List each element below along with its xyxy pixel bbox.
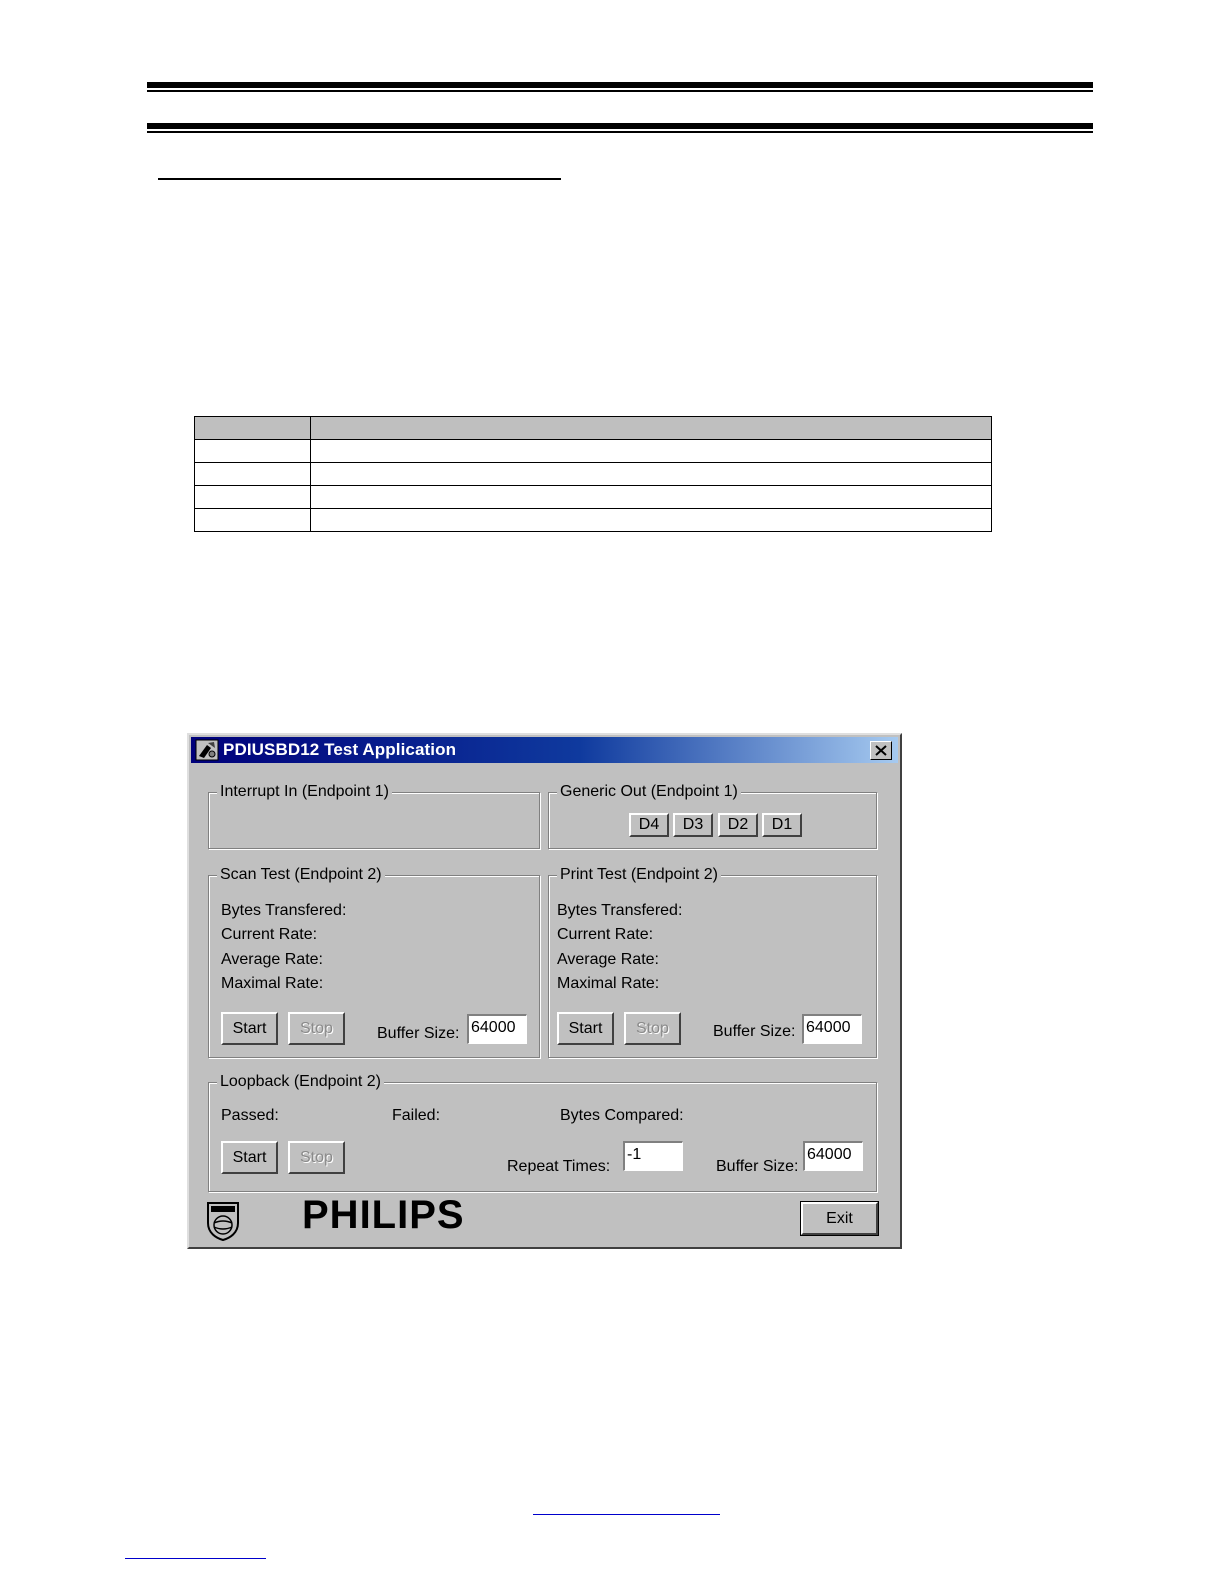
d4-button[interactable]: D4	[629, 813, 669, 837]
table-row	[195, 440, 992, 463]
print-test-group	[548, 866, 877, 1058]
table-row	[195, 486, 992, 509]
loopback-legend: Loopback (Endpoint 2)	[217, 1072, 384, 1092]
table-row	[195, 463, 992, 486]
scan-test-group	[208, 866, 540, 1058]
scan-start-button[interactable]: Start	[221, 1012, 278, 1045]
window-title: PDIUSBD12 Test Application	[223, 740, 457, 759]
interrupt-in-legend: Interrupt In (Endpoint 1)	[217, 782, 392, 802]
table-row	[195, 509, 992, 532]
scan-stop-button[interactable]: Stop	[288, 1012, 345, 1045]
header-rule-top-thin	[147, 90, 1093, 92]
d1-button[interactable]: D1	[762, 813, 802, 837]
exit-button[interactable]: Exit	[801, 1202, 878, 1235]
generic-out-legend: Generic Out (Endpoint 1)	[557, 782, 741, 802]
loopback-buffer-size-label: Buffer Size:	[716, 1158, 799, 1175]
interrupt-in-group	[208, 783, 540, 849]
scan-bytes-transfered-label: Bytes Transfered:	[221, 902, 347, 919]
d2-button[interactable]: D2	[718, 813, 758, 837]
print-start-button[interactable]: Start	[557, 1012, 614, 1045]
title-bar[interactable]	[191, 737, 898, 763]
close-button[interactable]	[870, 741, 892, 760]
footer-link-underline-left	[125, 1558, 266, 1559]
print-maximal-rate-label: Maximal Rate:	[557, 975, 660, 992]
scan-buffer-size-label: Buffer Size:	[377, 1025, 460, 1042]
table-header-row	[195, 417, 992, 440]
philips-logo-text: PHILIPS	[302, 1193, 465, 1237]
generic-out-group	[548, 783, 877, 849]
loopback-start-button[interactable]: Start	[221, 1141, 278, 1174]
loopback-passed-label: Passed:	[221, 1107, 279, 1124]
footer-link-underline	[533, 1514, 720, 1515]
document-table	[194, 416, 992, 532]
print-current-rate-label: Current Rate:	[557, 926, 654, 943]
print-buffer-size-input[interactable]: 64000	[802, 1014, 862, 1044]
print-test-legend: Print Test (Endpoint 2)	[557, 865, 721, 885]
close-icon	[875, 745, 887, 756]
loopback-bytes-compared-label: Bytes Compared:	[560, 1107, 684, 1124]
print-bytes-transfered-label: Bytes Transfered:	[557, 902, 683, 919]
philips-shield-icon	[206, 1201, 240, 1246]
loopback-failed-label: Failed:	[392, 1107, 441, 1124]
header-rule-bottom-thin	[147, 131, 1093, 133]
header-rule-top	[147, 82, 1093, 88]
d3-button[interactable]: D3	[673, 813, 713, 837]
section-heading-underline	[158, 178, 561, 180]
loopback-stop-button[interactable]: Stop	[288, 1141, 345, 1174]
scan-maximal-rate-label: Maximal Rate:	[221, 975, 324, 992]
scan-test-legend: Scan Test (Endpoint 2)	[217, 865, 385, 885]
scan-buffer-size-input[interactable]: 64000	[467, 1014, 527, 1044]
scan-average-rate-label: Average Rate:	[221, 951, 323, 968]
loopback-group	[208, 1073, 877, 1192]
test-application-window	[187, 733, 902, 1249]
scan-current-rate-label: Current Rate:	[221, 926, 318, 943]
print-stop-button[interactable]: Stop	[624, 1012, 681, 1045]
print-buffer-size-label: Buffer Size:	[713, 1023, 796, 1040]
app-icon	[195, 739, 219, 761]
loopback-buffer-size-input[interactable]: 64000	[803, 1141, 863, 1171]
header-rule-bottom	[147, 123, 1093, 129]
loopback-repeat-times-input[interactable]: -1	[623, 1141, 683, 1171]
print-average-rate-label: Average Rate:	[557, 951, 659, 968]
loopback-repeat-times-label: Repeat Times:	[507, 1158, 611, 1175]
